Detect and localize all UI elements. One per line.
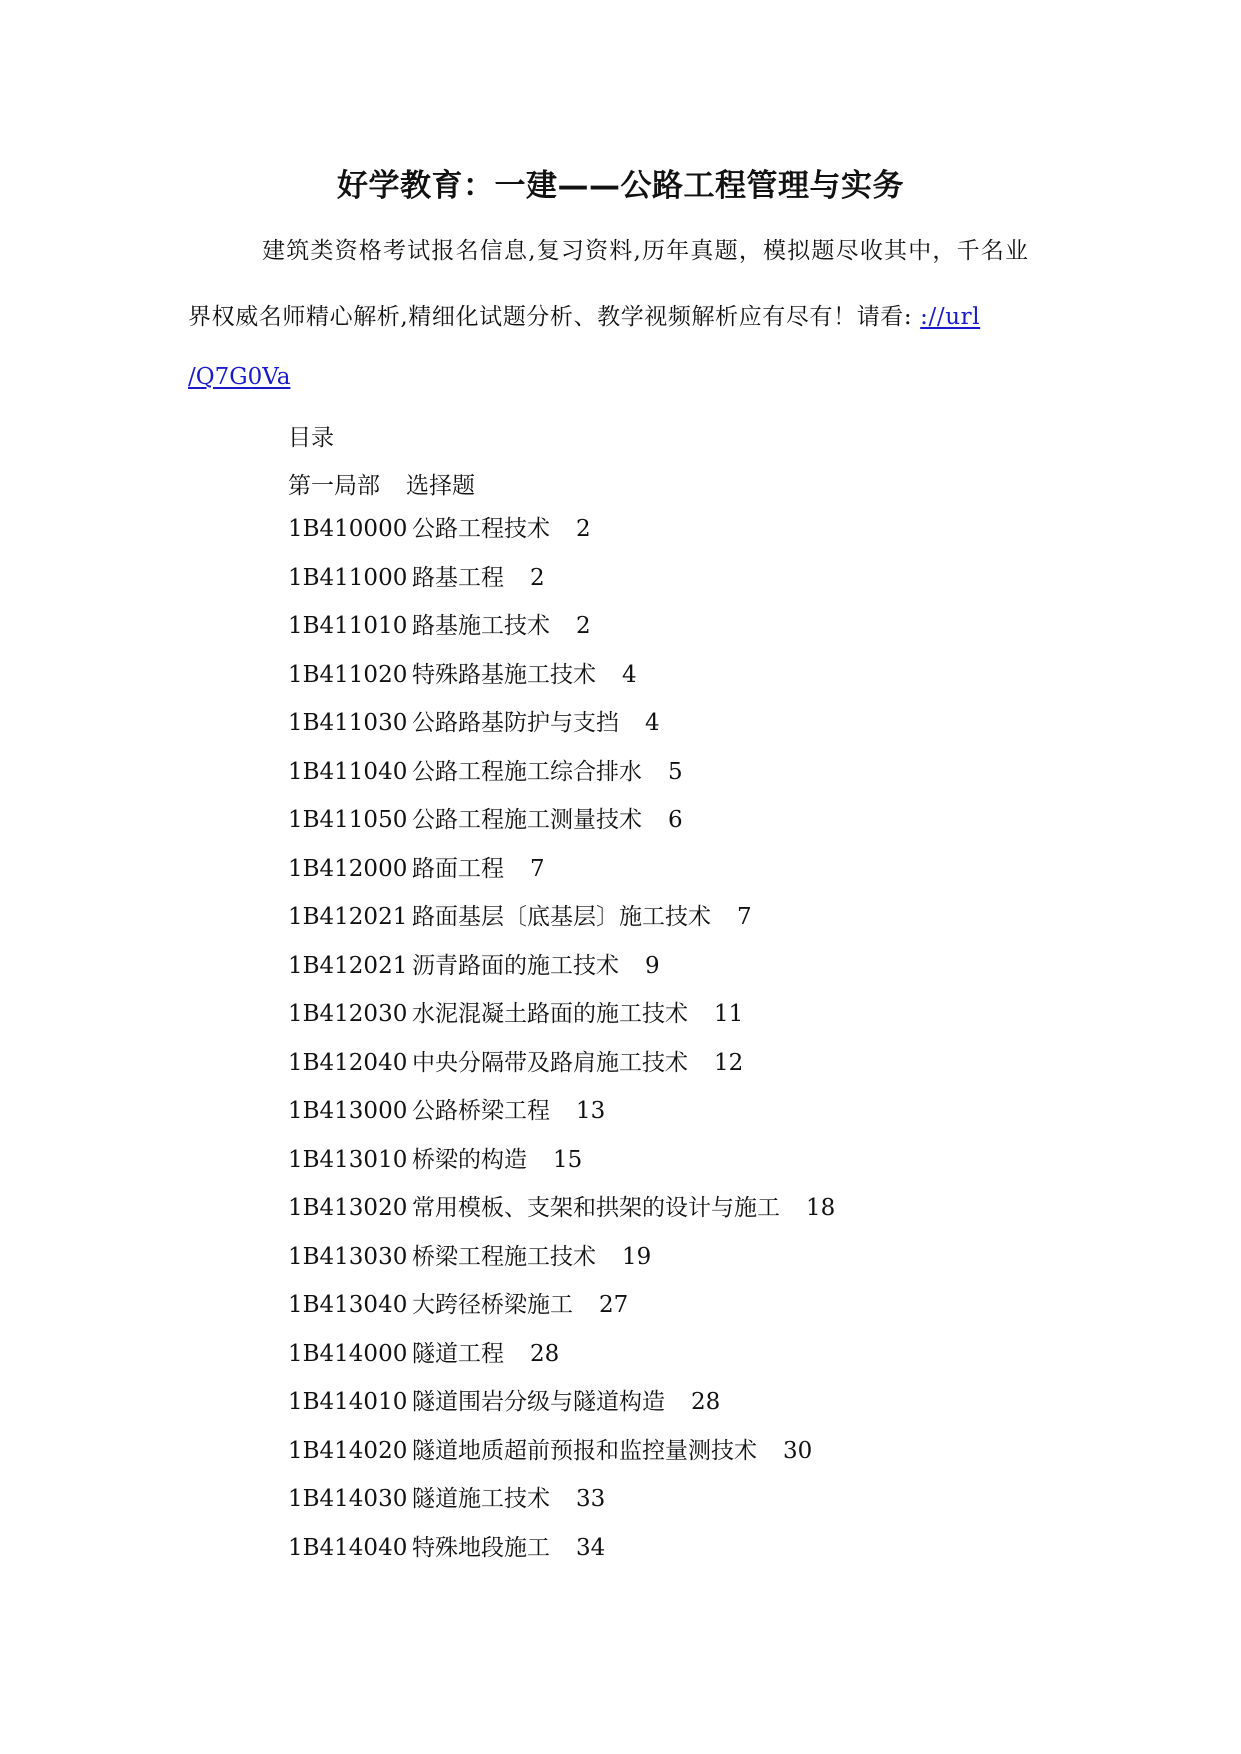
toc-entry-title: 公路路基防护与支挡 [412, 710, 619, 736]
toc-entry-code: 1B412021 [288, 904, 408, 930]
toc-entry-title: 隧道工程 [412, 1340, 504, 1367]
toc-entry-code: 1B414030 [288, 1486, 408, 1512]
toc-entry-page-number: 12 [714, 1049, 744, 1076]
toc-entry-page-number: 2 [576, 613, 591, 639]
toc-entry[interactable] [288, 1049, 835, 1098]
toc-entry-title: 公路工程技术 [412, 516, 550, 542]
toc-entry-page-number: 7 [737, 904, 752, 930]
toc-entry-title: 公路工程施工测量技术 [412, 807, 642, 833]
toc-part-heading [288, 467, 475, 500]
promo-link-part-2[interactable]: /Q7G0Va [188, 364, 291, 390]
toc-entry[interactable] [288, 806, 835, 855]
toc-entry-title: 隧道围岩分级与隧道构造 [412, 1389, 665, 1415]
toc-entry-code: 1B411020 [288, 661, 408, 688]
toc-entry[interactable] [288, 1437, 835, 1486]
toc-entry-title: 沥青路面的施工技术 [412, 952, 619, 979]
toc-entry[interactable] [288, 1146, 835, 1195]
toc-entry-page-number: 27 [599, 1292, 629, 1318]
toc-entry-page-number: 2 [530, 564, 545, 591]
toc-entry[interactable] [288, 1485, 835, 1534]
toc-entry-code: 1B414020 [288, 1437, 408, 1464]
toc-entry-code: 1B411050 [288, 807, 408, 833]
toc-entry-title: 大跨径桥梁施工 [412, 1292, 573, 1318]
toc-entry-title: 桥梁工程施工技术 [412, 1243, 596, 1270]
toc-entry-title: 公路工程施工综合排水 [412, 758, 642, 785]
toc-entry-code: 1B412000 [288, 855, 408, 882]
toc-entry-page-number: 34 [576, 1534, 606, 1561]
promo-link-part-1[interactable]: ://url [920, 304, 981, 330]
toc-entry-page-number: 4 [622, 661, 637, 688]
toc-entry-title: 中央分隔带及路肩施工技术 [412, 1049, 688, 1076]
toc-entry-code: 1B413020 [288, 1195, 408, 1221]
toc-entry-code: 1B412021 [288, 952, 408, 979]
toc-entry-title: 特殊路基施工技术 [412, 661, 596, 688]
intro-line-1: 建筑类资格考试报名信息,复习资料,历年真题，模拟题尽收其中，千名业 [262, 238, 1030, 264]
toc-entry-title: 水泥混凝土路面的施工技术 [412, 1001, 688, 1027]
toc-entry-code: 1B411000 [288, 564, 408, 591]
toc-entry[interactable] [288, 758, 835, 807]
toc-entry-code: 1B410000 [288, 516, 408, 542]
toc-entry-title: 常用模板、支架和拱架的设计与施工 [412, 1195, 780, 1221]
toc-entry-page-number: 28 [691, 1389, 721, 1415]
toc-entry-code: 1B414010 [288, 1389, 408, 1415]
intro-line-3 [188, 364, 290, 390]
toc-entry-title: 隧道施工技术 [412, 1486, 550, 1512]
toc-entry[interactable] [288, 1194, 835, 1243]
toc-entry-code: 1B411030 [288, 710, 408, 736]
toc-entry[interactable] [288, 709, 835, 758]
document-title: 好学教育：一建——公路工程管理与实务 [337, 168, 904, 204]
toc-list [288, 515, 835, 1582]
toc-entry-code: 1B414040 [288, 1534, 408, 1561]
toc-entry[interactable] [288, 564, 835, 613]
toc-entry-page-number: 2 [576, 516, 591, 542]
toc-entry-page-number: 4 [645, 710, 660, 736]
toc-part-label: 第一局部 [288, 473, 380, 499]
toc-entry[interactable] [288, 612, 835, 661]
toc-entry[interactable] [288, 1534, 835, 1583]
toc-entry-page-number: 28 [530, 1340, 560, 1367]
toc-entry-title: 公路桥梁工程 [412, 1098, 550, 1124]
toc-entry-title: 隧道地质超前预报和监控量测技术 [412, 1437, 757, 1464]
toc-entry[interactable] [288, 1243, 835, 1292]
toc-entry[interactable] [288, 1097, 835, 1146]
toc-entry-code: 1B413010 [288, 1146, 408, 1173]
toc-entry[interactable] [288, 661, 835, 710]
toc-entry-title: 路基施工技术 [412, 613, 550, 639]
toc-entry-code: 1B412030 [288, 1001, 408, 1027]
toc-entry-title: 路基工程 [412, 564, 504, 591]
toc-entry-code: 1B412040 [288, 1049, 408, 1076]
toc-entry-page-number: 33 [576, 1486, 606, 1512]
toc-entry-page-number: 5 [668, 758, 683, 785]
toc-entry-title: 特殊地段施工 [412, 1534, 550, 1561]
toc-entry[interactable] [288, 952, 835, 1001]
toc-entry-code: 1B413030 [288, 1243, 408, 1270]
toc-entry-page-number: 6 [668, 807, 683, 833]
toc-entry[interactable] [288, 1291, 835, 1340]
toc-entry-title: 路面基层〔底基层〕施工技术 [412, 904, 711, 930]
toc-entry[interactable] [288, 1340, 835, 1389]
toc-entry-page-number: 18 [806, 1195, 836, 1221]
toc-entry-title: 桥梁的构造 [412, 1146, 527, 1173]
intro-line-2 [188, 298, 980, 331]
toc-entry-page-number: 15 [553, 1146, 583, 1173]
toc-entry[interactable] [288, 1000, 835, 1049]
intro-line-2-text: 界权威名师精心解析,精细化试题分析、教学视频解析应有尽有！请看: [188, 304, 921, 330]
toc-entry[interactable] [288, 903, 835, 952]
toc-entry-page-number: 9 [645, 952, 660, 979]
toc-entry-page-number: 11 [714, 1001, 744, 1027]
toc-entry-code: 1B411010 [288, 613, 408, 639]
toc-entry-page-number: 7 [530, 855, 545, 882]
toc-entry[interactable] [288, 1388, 835, 1437]
toc-entry-code: 1B411040 [288, 758, 408, 785]
toc-entry-code: 1B413040 [288, 1292, 408, 1318]
toc-entry[interactable] [288, 515, 835, 564]
toc-part-title: 选择题 [406, 473, 475, 499]
toc-entry[interactable] [288, 855, 835, 904]
toc-heading: 目录 [288, 425, 334, 451]
toc-entry-page-number: 19 [622, 1243, 652, 1270]
toc-entry-code: 1B413000 [288, 1098, 408, 1124]
toc-entry-code: 1B414000 [288, 1340, 408, 1367]
toc-entry-page-number: 13 [576, 1098, 606, 1124]
toc-entry-title: 路面工程 [412, 855, 504, 882]
toc-entry-page-number: 30 [783, 1437, 813, 1464]
